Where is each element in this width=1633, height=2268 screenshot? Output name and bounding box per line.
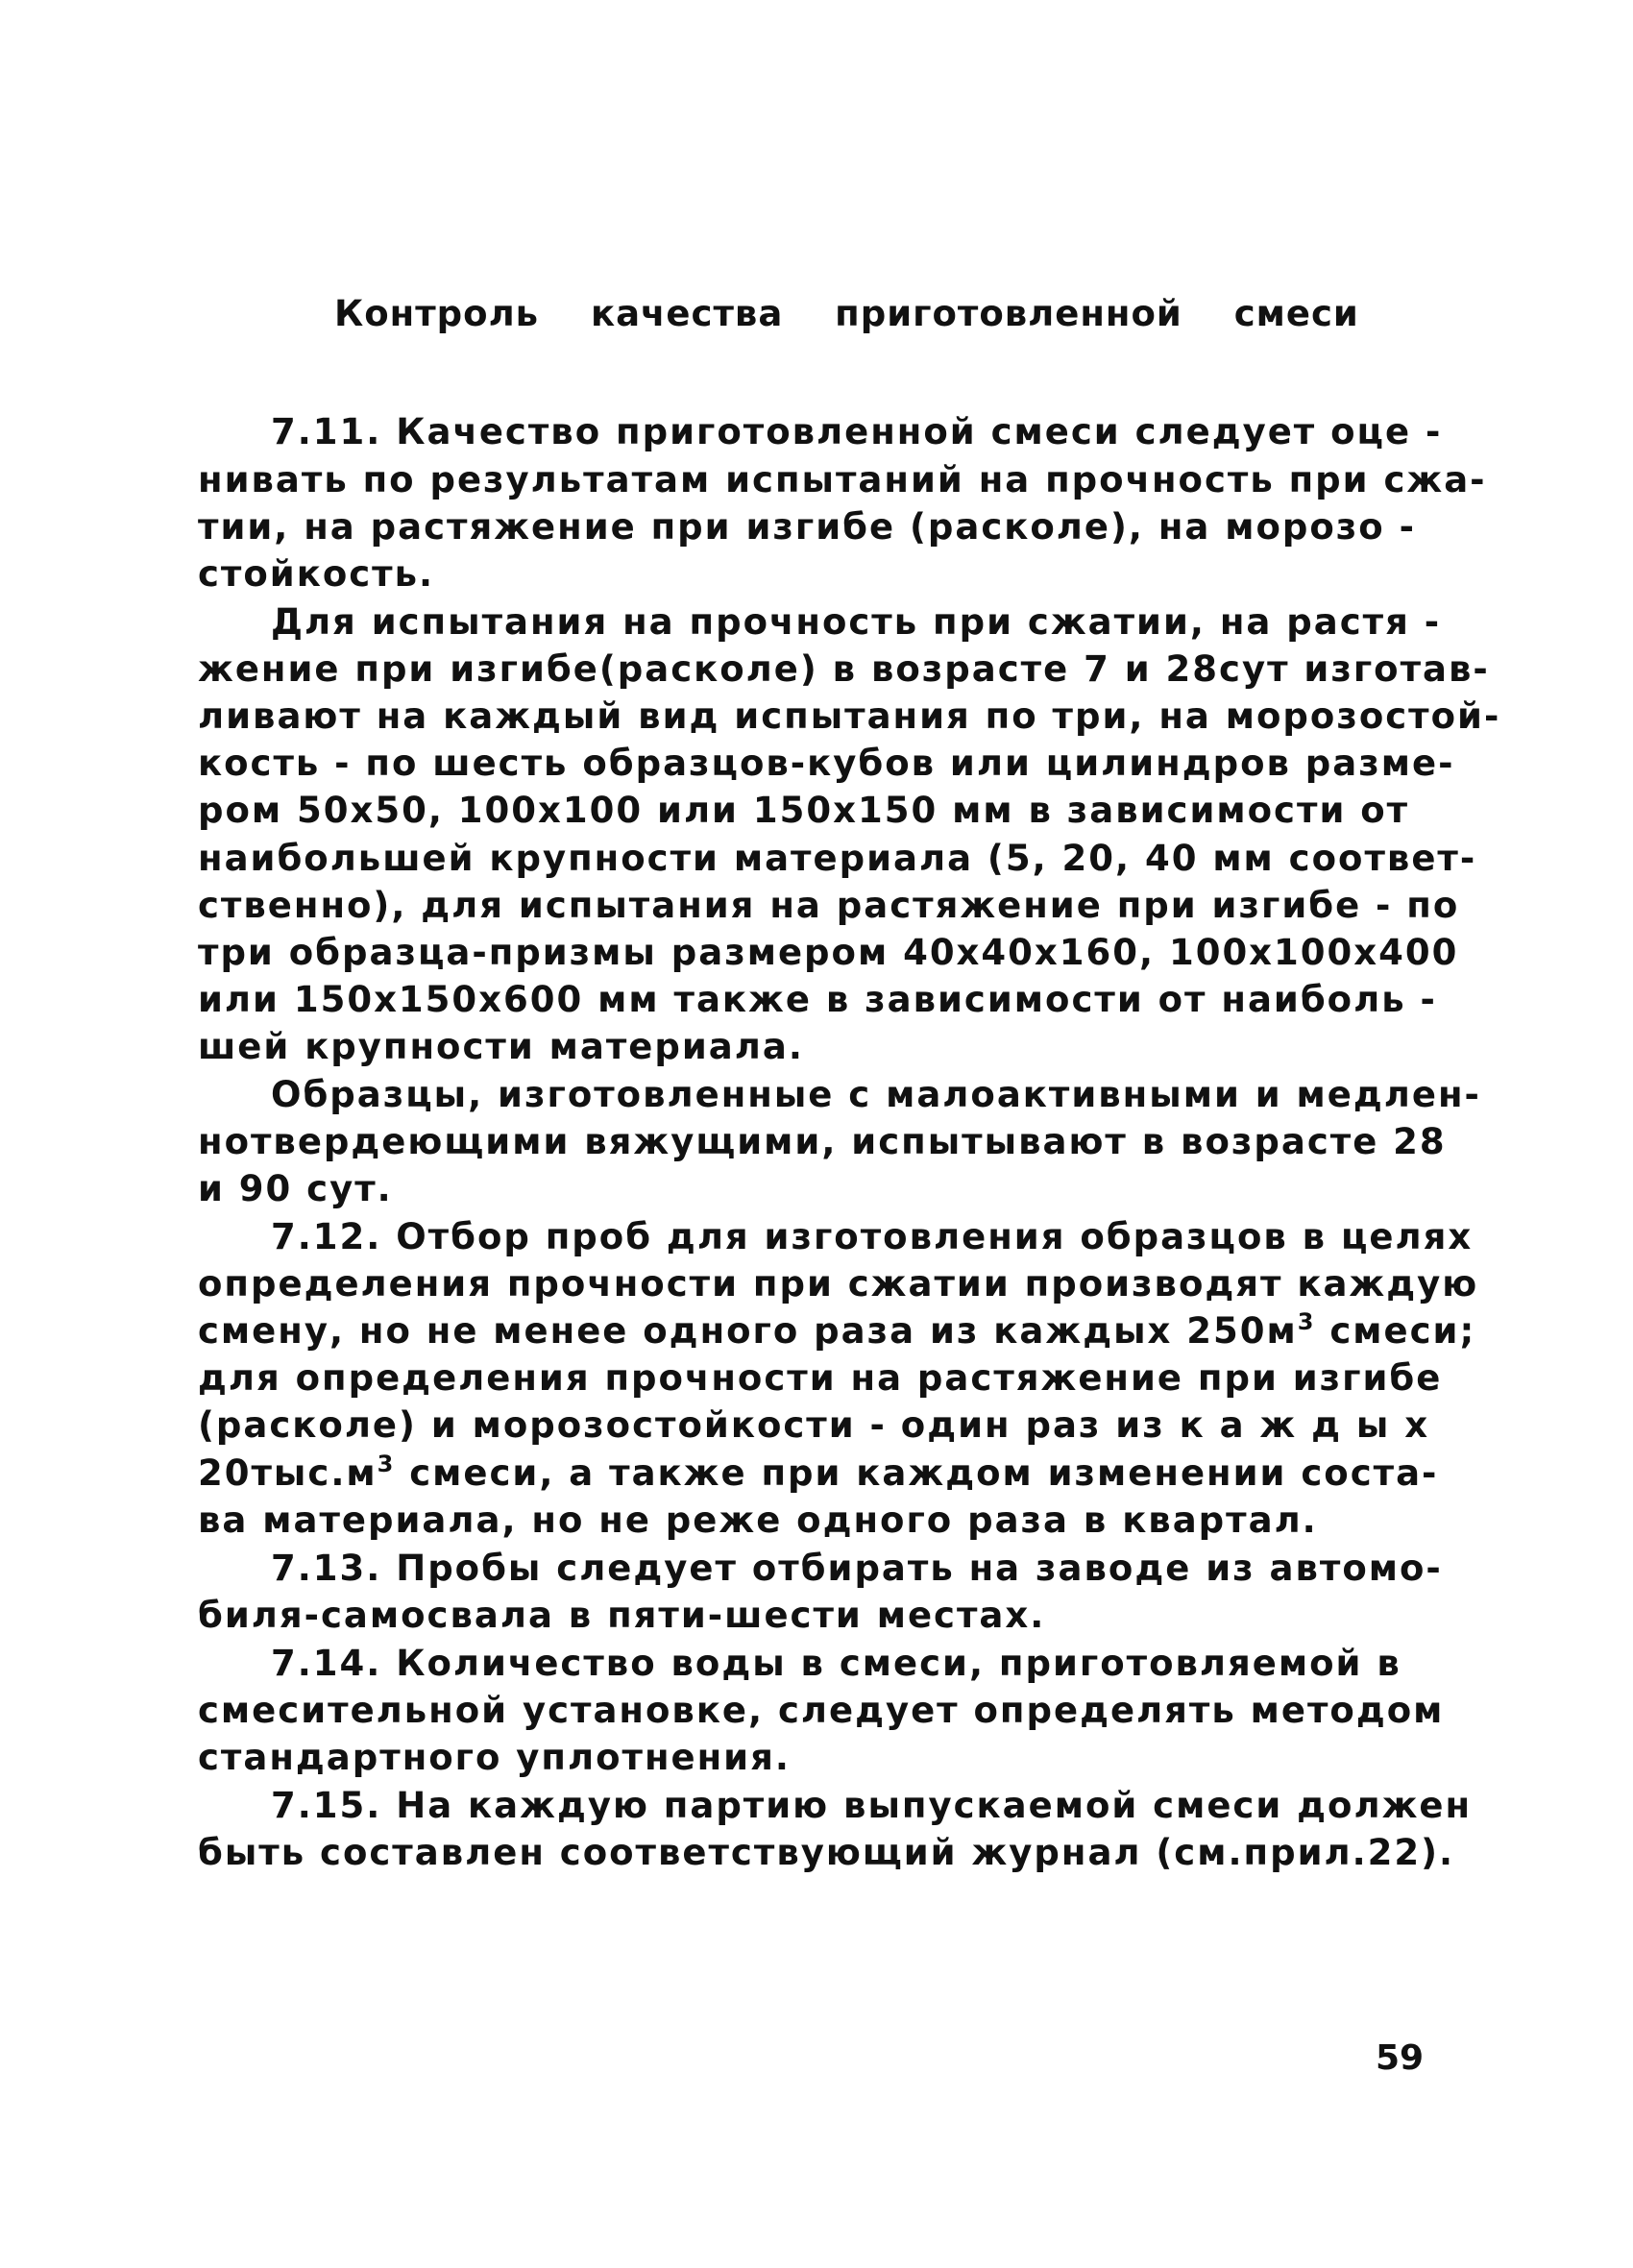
superscript: 3	[377, 1451, 396, 1477]
text-line: смесительной установке, следует определять методом	[198, 1690, 1445, 1731]
section-heading: Контроль качества приготовленной смеси	[334, 293, 1359, 334]
text-line: нивать по результатам испытаний на прочность при сжа-	[198, 459, 1487, 500]
text-line: ва материала, но не реже одного раза в квартал.	[198, 1500, 1318, 1541]
text-line: стандартного уплотнения.	[198, 1737, 791, 1778]
text-line: наибольшей крупности материала (5, 20, 40 мм соответ-	[198, 838, 1477, 879]
text-line	[198, 1308, 1475, 1354]
text-line: 7.15. На каждую партию выпускаемой смеси должен	[271, 1785, 1473, 1826]
text-line: и 90 сут.	[198, 1168, 393, 1209]
text-line-part: смеси;	[1315, 1310, 1476, 1352]
text-line: ром 50x50, 100x100 или 150x150 мм в зависимости от	[198, 790, 1410, 831]
text-line: определения прочности при сжатии производят каждую	[198, 1263, 1479, 1305]
text-line: стойкость.	[198, 553, 435, 595]
text-line: быть составлен соответствующий журнал (см.прил.22).	[198, 1832, 1455, 1873]
text-line: (расколе) и морозостойкости - один раз из к а ж д ы х	[198, 1404, 1430, 1446]
text-line-part: смену, но не менее одного раза из каждых 250м	[198, 1310, 1298, 1352]
text-line: кость - по шесть образцов-кубов или цилиндров разме-	[198, 743, 1455, 784]
text-line: ственно), для испытания на растяжение при изгибе - по	[198, 885, 1460, 926]
text-line: или 150x150x600 мм также в зависимости от наиболь -	[198, 979, 1437, 1020]
text-line: ливают на каждый вид испытания по три, на морозостой-	[198, 695, 1501, 737]
text-line: тии, на растяжение при изгибе (расколе), на морозо -	[198, 506, 1416, 548]
text-line: 7.11. Качество приготовленной смеси следует оце -	[271, 411, 1443, 452]
text-line: шей крупности материала.	[198, 1026, 804, 1067]
text-line: 7.13. Пробы следует отбирать на заводе из автомо-	[271, 1548, 1443, 1589]
text-line: биля-самосвала в пяти-шести местах.	[198, 1595, 1046, 1636]
text-line: Для испытания на прочность при сжатии, на растя -	[271, 601, 1442, 643]
text-line: нотвердеющими вяжущими, испытывают в возрасте 28	[198, 1121, 1447, 1162]
text-line-part: 20тыс.м	[198, 1452, 378, 1494]
text-line: 7.12. Отбор проб для изготовления образцов в целях	[271, 1216, 1474, 1257]
page-number: 59	[1376, 2038, 1425, 2078]
text-line	[198, 1451, 1438, 1497]
text-line: для определения прочности на растяжение при изгибе	[198, 1357, 1443, 1399]
text-line: три образца-призмы размером 40x40x160, 100x100x400	[198, 932, 1459, 973]
text-line: 7.14. Количество воды в смеси, приготовляемой в	[271, 1643, 1401, 1684]
text-line-part: смеси, а также при каждом изменении соста-	[395, 1452, 1439, 1494]
text-line: Образцы, изготовленные с малоактивными и медлен-	[271, 1074, 1481, 1115]
text-line: жение при изгибе(расколе) в возрасте 7 и 28сут изготав-	[198, 648, 1490, 690]
superscript: 3	[1297, 1308, 1316, 1335]
